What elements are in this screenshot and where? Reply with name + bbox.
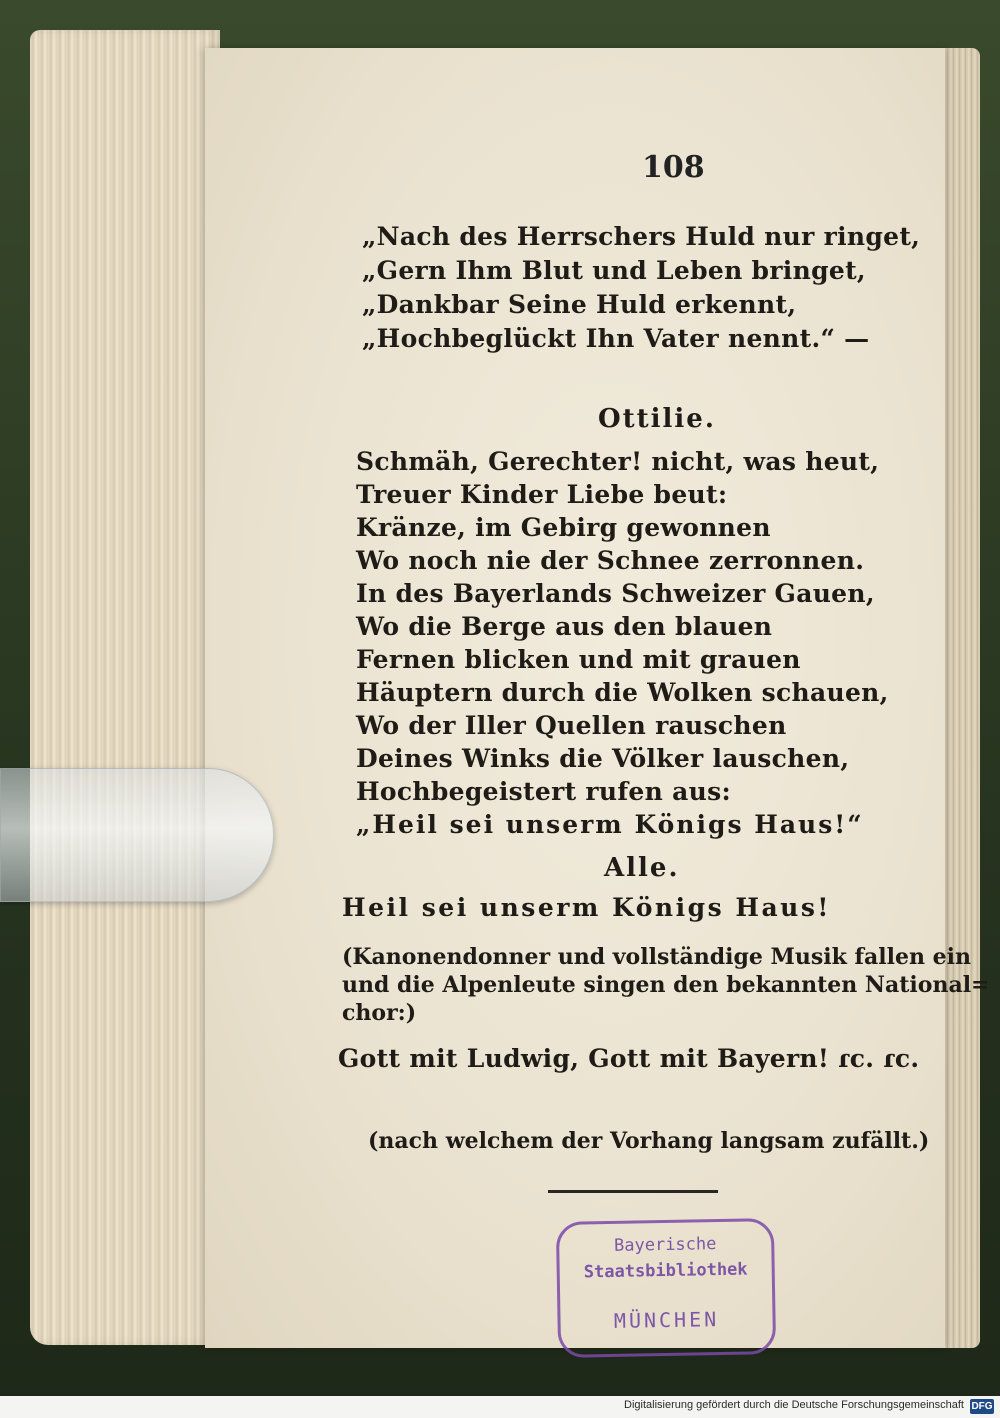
- speech-line: In des Bayerlands Schweizer Gauen,: [356, 579, 875, 608]
- speech-line: Wo die Berge aus den blauen: [356, 612, 773, 641]
- verse-line: „Gern Ihm Blut und Leben bringet,: [362, 256, 866, 285]
- library-stamp: [556, 1218, 776, 1358]
- stage-direction-line: und die Alpenleute singen den bekannten National=: [342, 972, 990, 998]
- verse-line: „Nach des Herrschers Huld nur ringet,: [362, 222, 921, 251]
- speech-line: Hochbegeistert rufen aus:: [356, 777, 731, 806]
- speech-line: Kränze, im Gebirg gewonnen: [356, 513, 771, 542]
- final-line: Gott mit Ludwig, Gott mit Bayern! ɾc. ɾc.: [338, 1044, 920, 1073]
- closing-rule: [548, 1190, 718, 1193]
- dfg-logo: DFG: [971, 1401, 993, 1412]
- stage-direction-line: (Kanonendonner und vollständige Musik fallen ein: [342, 944, 971, 970]
- verse-line: „Hochbeglückt Ihn Vater nennt.“ —: [362, 324, 870, 353]
- closing-direction: (nach welchem der Vorhang langsam zufällt.): [368, 1128, 930, 1154]
- page-holder-clip: [0, 768, 274, 902]
- footer-credit: Digitalisierung gefördert durch die Deutsche Forschungsgemeinschaft: [624, 1399, 964, 1411]
- page-number: 108: [642, 150, 705, 185]
- verse-line: „Dankbar Seine Huld erkennt,: [362, 290, 797, 319]
- speech-line: Schmäh, Gerechter! nicht, was heut,: [356, 447, 880, 476]
- speech-line: Treuer Kinder Liebe beut:: [356, 480, 728, 509]
- stamp-line: MÜNCHEN: [613, 1307, 720, 1333]
- stage-direction-line: chor:): [342, 1000, 417, 1026]
- speech-line: Deines Winks die Völker lauschen,: [356, 744, 850, 773]
- book-page-edges-left: [30, 30, 220, 1345]
- speaker-heading: Alle.: [604, 853, 680, 883]
- stamp-line: Bayerische: [613, 1234, 717, 1256]
- speaker-heading: Ottilie.: [598, 404, 716, 434]
- speech-line: Wo noch nie der Schnee zerronnen.: [356, 546, 865, 575]
- speech-line: Fernen blicken und mit grauen: [356, 645, 801, 674]
- chorus-line: Heil sei unserm Königs Haus!: [342, 893, 831, 922]
- speech-line: „Heil sei unserm Königs Haus!“: [356, 810, 864, 839]
- stamp-line: Staatsbibliothek: [583, 1259, 748, 1283]
- speech-line: Häuptern durch die Wolken schauen,: [356, 678, 889, 707]
- speech-line: Wo der Iller Quellen rauschen: [356, 711, 787, 740]
